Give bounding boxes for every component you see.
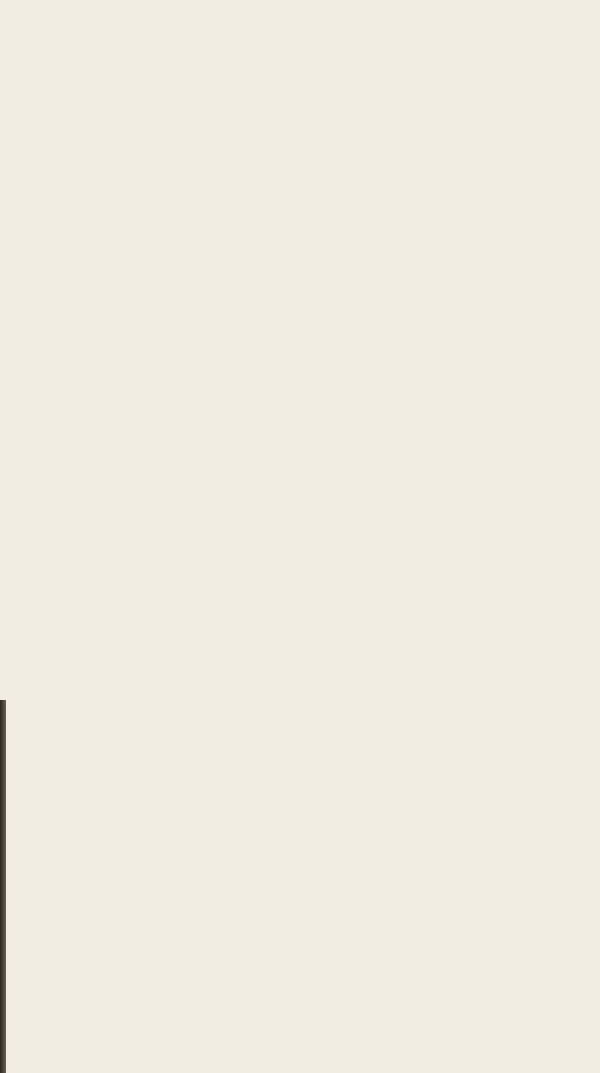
page-header xyxy=(0,32,600,56)
journal-text xyxy=(4,64,576,76)
binding-shadow xyxy=(0,700,6,1073)
